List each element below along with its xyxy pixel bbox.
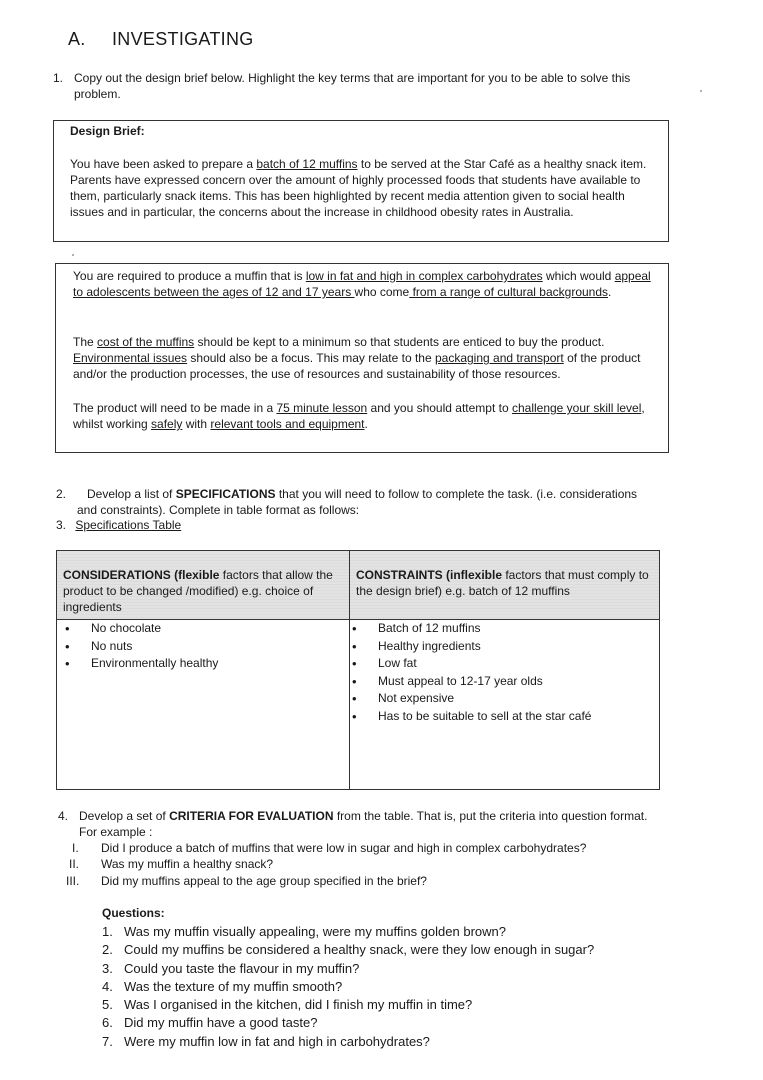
brief-requirements-box bbox=[55, 263, 669, 453]
item-text: Were my muffin low in fat and high in carbohydrates? bbox=[124, 1033, 430, 1049]
req-highlight: from a range of cultural backgrounds bbox=[409, 285, 609, 299]
considerations-header bbox=[57, 551, 350, 620]
constraints-list bbox=[350, 620, 659, 725]
requirements-paragraph-1 bbox=[73, 268, 657, 300]
brief-text: You have been asked to prepare a bbox=[70, 157, 257, 171]
list-item: • Low fat bbox=[350, 655, 659, 673]
requirements-paragraph-3 bbox=[73, 400, 657, 432]
question-4-line-1 bbox=[58, 808, 678, 824]
item-text: Could you taste the flavour in my muffin? bbox=[124, 960, 360, 976]
requirements-paragraph-2 bbox=[73, 334, 661, 382]
question-1-line-1: Copy out the design brief below. Highlight the key terms that are important for you to be able to solve this bbox=[74, 71, 631, 85]
item-text: Did my muffin have a good taste? bbox=[124, 1015, 318, 1031]
item-number: 1. bbox=[102, 924, 113, 939]
question-1-number: 1. bbox=[53, 71, 64, 85]
item-number: 4. bbox=[102, 978, 113, 994]
question-4-line-2: For example : bbox=[79, 825, 153, 839]
req-text: with bbox=[182, 417, 211, 431]
scan-speck bbox=[700, 90, 702, 92]
design-brief-box bbox=[53, 120, 669, 242]
item-text: Could my muffins be considered a healthy snack, were they low enough in sugar? bbox=[124, 942, 595, 958]
list-item bbox=[102, 978, 594, 996]
table-header-row bbox=[57, 551, 660, 620]
questions-list bbox=[102, 923, 594, 1051]
list-item bbox=[102, 941, 594, 959]
req-highlight: 75 minute lesson bbox=[276, 401, 368, 415]
req-text: who come bbox=[354, 285, 410, 299]
brief-text: to be served at the Star Café as a healthy snack item. bbox=[357, 157, 647, 171]
item-number: 6. bbox=[102, 1015, 113, 1031]
req-highlight: challenge your skill level bbox=[511, 401, 642, 415]
list-item: • No chocolate bbox=[57, 620, 349, 638]
question-2-number: 2. bbox=[56, 487, 67, 501]
q4-bold: CRITERIA FOR EVALUATION bbox=[169, 809, 334, 823]
brief-text: Parents have expressed concern over the amount of highly processed foods that students have available to them, particularly snack items. This has been highlighted by recent media attention given to social health issues and in particular, the concerns about the increase in childhood obesity rates in Australia. bbox=[70, 173, 641, 219]
constraints-header-text: factors that must comply to the design brief) e.g. batch of 12 muffins bbox=[356, 568, 649, 598]
question-3-title: Specifications Table bbox=[75, 518, 182, 532]
q4-text: Develop a set of bbox=[79, 809, 170, 823]
questions-section bbox=[102, 905, 594, 1051]
specifications-table bbox=[56, 550, 660, 790]
req-highlight: cost of the muffins bbox=[97, 335, 195, 349]
req-highlight: safely bbox=[151, 417, 183, 431]
question-4 bbox=[58, 808, 678, 840]
considerations-cell bbox=[57, 620, 350, 790]
list-item bbox=[102, 923, 594, 941]
req-text: and you should attempt to bbox=[367, 401, 512, 415]
req-text: should be kept to a minimum so that students are enticed to buy the product. bbox=[194, 335, 605, 349]
design-brief-title: Design Brief: bbox=[70, 124, 145, 138]
list-item: • Batch of 12 muffins bbox=[350, 620, 659, 638]
req-text: The bbox=[73, 335, 98, 349]
considerations-header-bold: CONSIDERATIONS (flexible bbox=[63, 568, 220, 582]
q2-text: that you will need to follow to complete the task. (i.e. considerations bbox=[275, 487, 638, 501]
list-item: • Healthy ingredients bbox=[350, 638, 659, 656]
brief-highlight-batch: batch of 12 muffins bbox=[256, 157, 358, 171]
list-item: • Has to be suitable to sell at the star café bbox=[350, 708, 659, 726]
item-number: 7. bbox=[102, 1033, 113, 1049]
list-item bbox=[102, 960, 594, 978]
question-2 bbox=[56, 486, 666, 518]
considerations-list bbox=[57, 620, 349, 673]
q2-text: Develop a list of bbox=[87, 487, 176, 501]
req-highlight: low in fat and high in complex carbohydrates bbox=[305, 269, 543, 283]
req-text: The product will need to be made in a bbox=[73, 401, 277, 415]
example-2-text: Was my muffin a healthy snack? bbox=[101, 857, 274, 871]
constraints-header-bold: CONSTRAINTS (inflexible bbox=[356, 568, 503, 582]
list-item: • Not expensive bbox=[350, 690, 659, 708]
item-text: Was my muffin visually appealing, were my muffins golden brown? bbox=[124, 924, 506, 939]
question-2-line-2: and constraints). Complete in table format as follows: bbox=[77, 503, 360, 517]
req-highlight: Environmental issues bbox=[73, 351, 188, 365]
example-3-number: III. bbox=[66, 874, 80, 888]
list-item: • No nuts bbox=[57, 638, 349, 656]
question-1 bbox=[53, 70, 693, 102]
req-text: . bbox=[608, 285, 612, 299]
list-item: • Must appeal to 12-17 year olds bbox=[350, 673, 659, 691]
table-body-row bbox=[57, 620, 660, 790]
question-3 bbox=[56, 517, 181, 533]
list-item bbox=[102, 996, 594, 1014]
section-heading bbox=[68, 29, 254, 50]
scan-speck bbox=[72, 254, 74, 256]
design-brief-paragraph bbox=[70, 156, 662, 220]
req-highlight: packaging and transport bbox=[434, 351, 564, 365]
question-2-line-1 bbox=[56, 486, 666, 502]
considerations-header-text: factors that allow the product to be changed /modified) e.g. choice of ingredients bbox=[63, 568, 333, 614]
req-text: . bbox=[364, 417, 368, 431]
example-3-text: Did my muffins appeal to the age group specified in the brief? bbox=[101, 874, 427, 888]
req-text: which would bbox=[542, 269, 615, 283]
list-item: • Environmentally healthy bbox=[57, 655, 349, 673]
req-text: of the product and/or the production processes, the use of resources and sustainability of those resources. bbox=[73, 351, 641, 381]
req-text: , whilst working bbox=[73, 401, 645, 431]
req-text: You are required to produce a muffin that is bbox=[73, 269, 306, 283]
list-item bbox=[102, 1014, 594, 1032]
item-text: Was I organised in the kitchen, did I finish my muffin in time? bbox=[124, 997, 473, 1013]
item-number: 3. bbox=[102, 960, 113, 976]
q2-bold: SPECIFICATIONS bbox=[175, 487, 276, 501]
constraints-cell bbox=[350, 620, 660, 790]
question-1-line-2: problem. bbox=[74, 87, 121, 101]
item-number: 2. bbox=[102, 942, 113, 958]
example-1-number: I. bbox=[72, 841, 79, 855]
constraints-header bbox=[350, 551, 660, 620]
question-3-number: 3. bbox=[56, 518, 67, 532]
req-highlight: appeal to adolescents between the ages of 12 and 17 years bbox=[73, 269, 651, 299]
section-letter: A. bbox=[68, 29, 86, 49]
req-text: should also be a focus. This may relate to the bbox=[187, 351, 435, 365]
example-1-text: Did I produce a batch of muffins that were low in sugar and high in complex carbohydrates? bbox=[101, 841, 587, 855]
section-title: INVESTIGATING bbox=[112, 29, 254, 49]
item-text: Was the texture of my muffin smooth? bbox=[124, 978, 343, 994]
questions-title: Questions: bbox=[102, 906, 165, 920]
example-2-number: II. bbox=[69, 857, 80, 871]
list-item bbox=[102, 1033, 594, 1051]
item-number: 5. bbox=[102, 997, 113, 1013]
req-highlight: relevant tools and equipment bbox=[210, 417, 365, 431]
q4-text: from the table. That is, put the criteria into question format. bbox=[333, 809, 648, 823]
question-4-number: 4. bbox=[58, 809, 69, 823]
